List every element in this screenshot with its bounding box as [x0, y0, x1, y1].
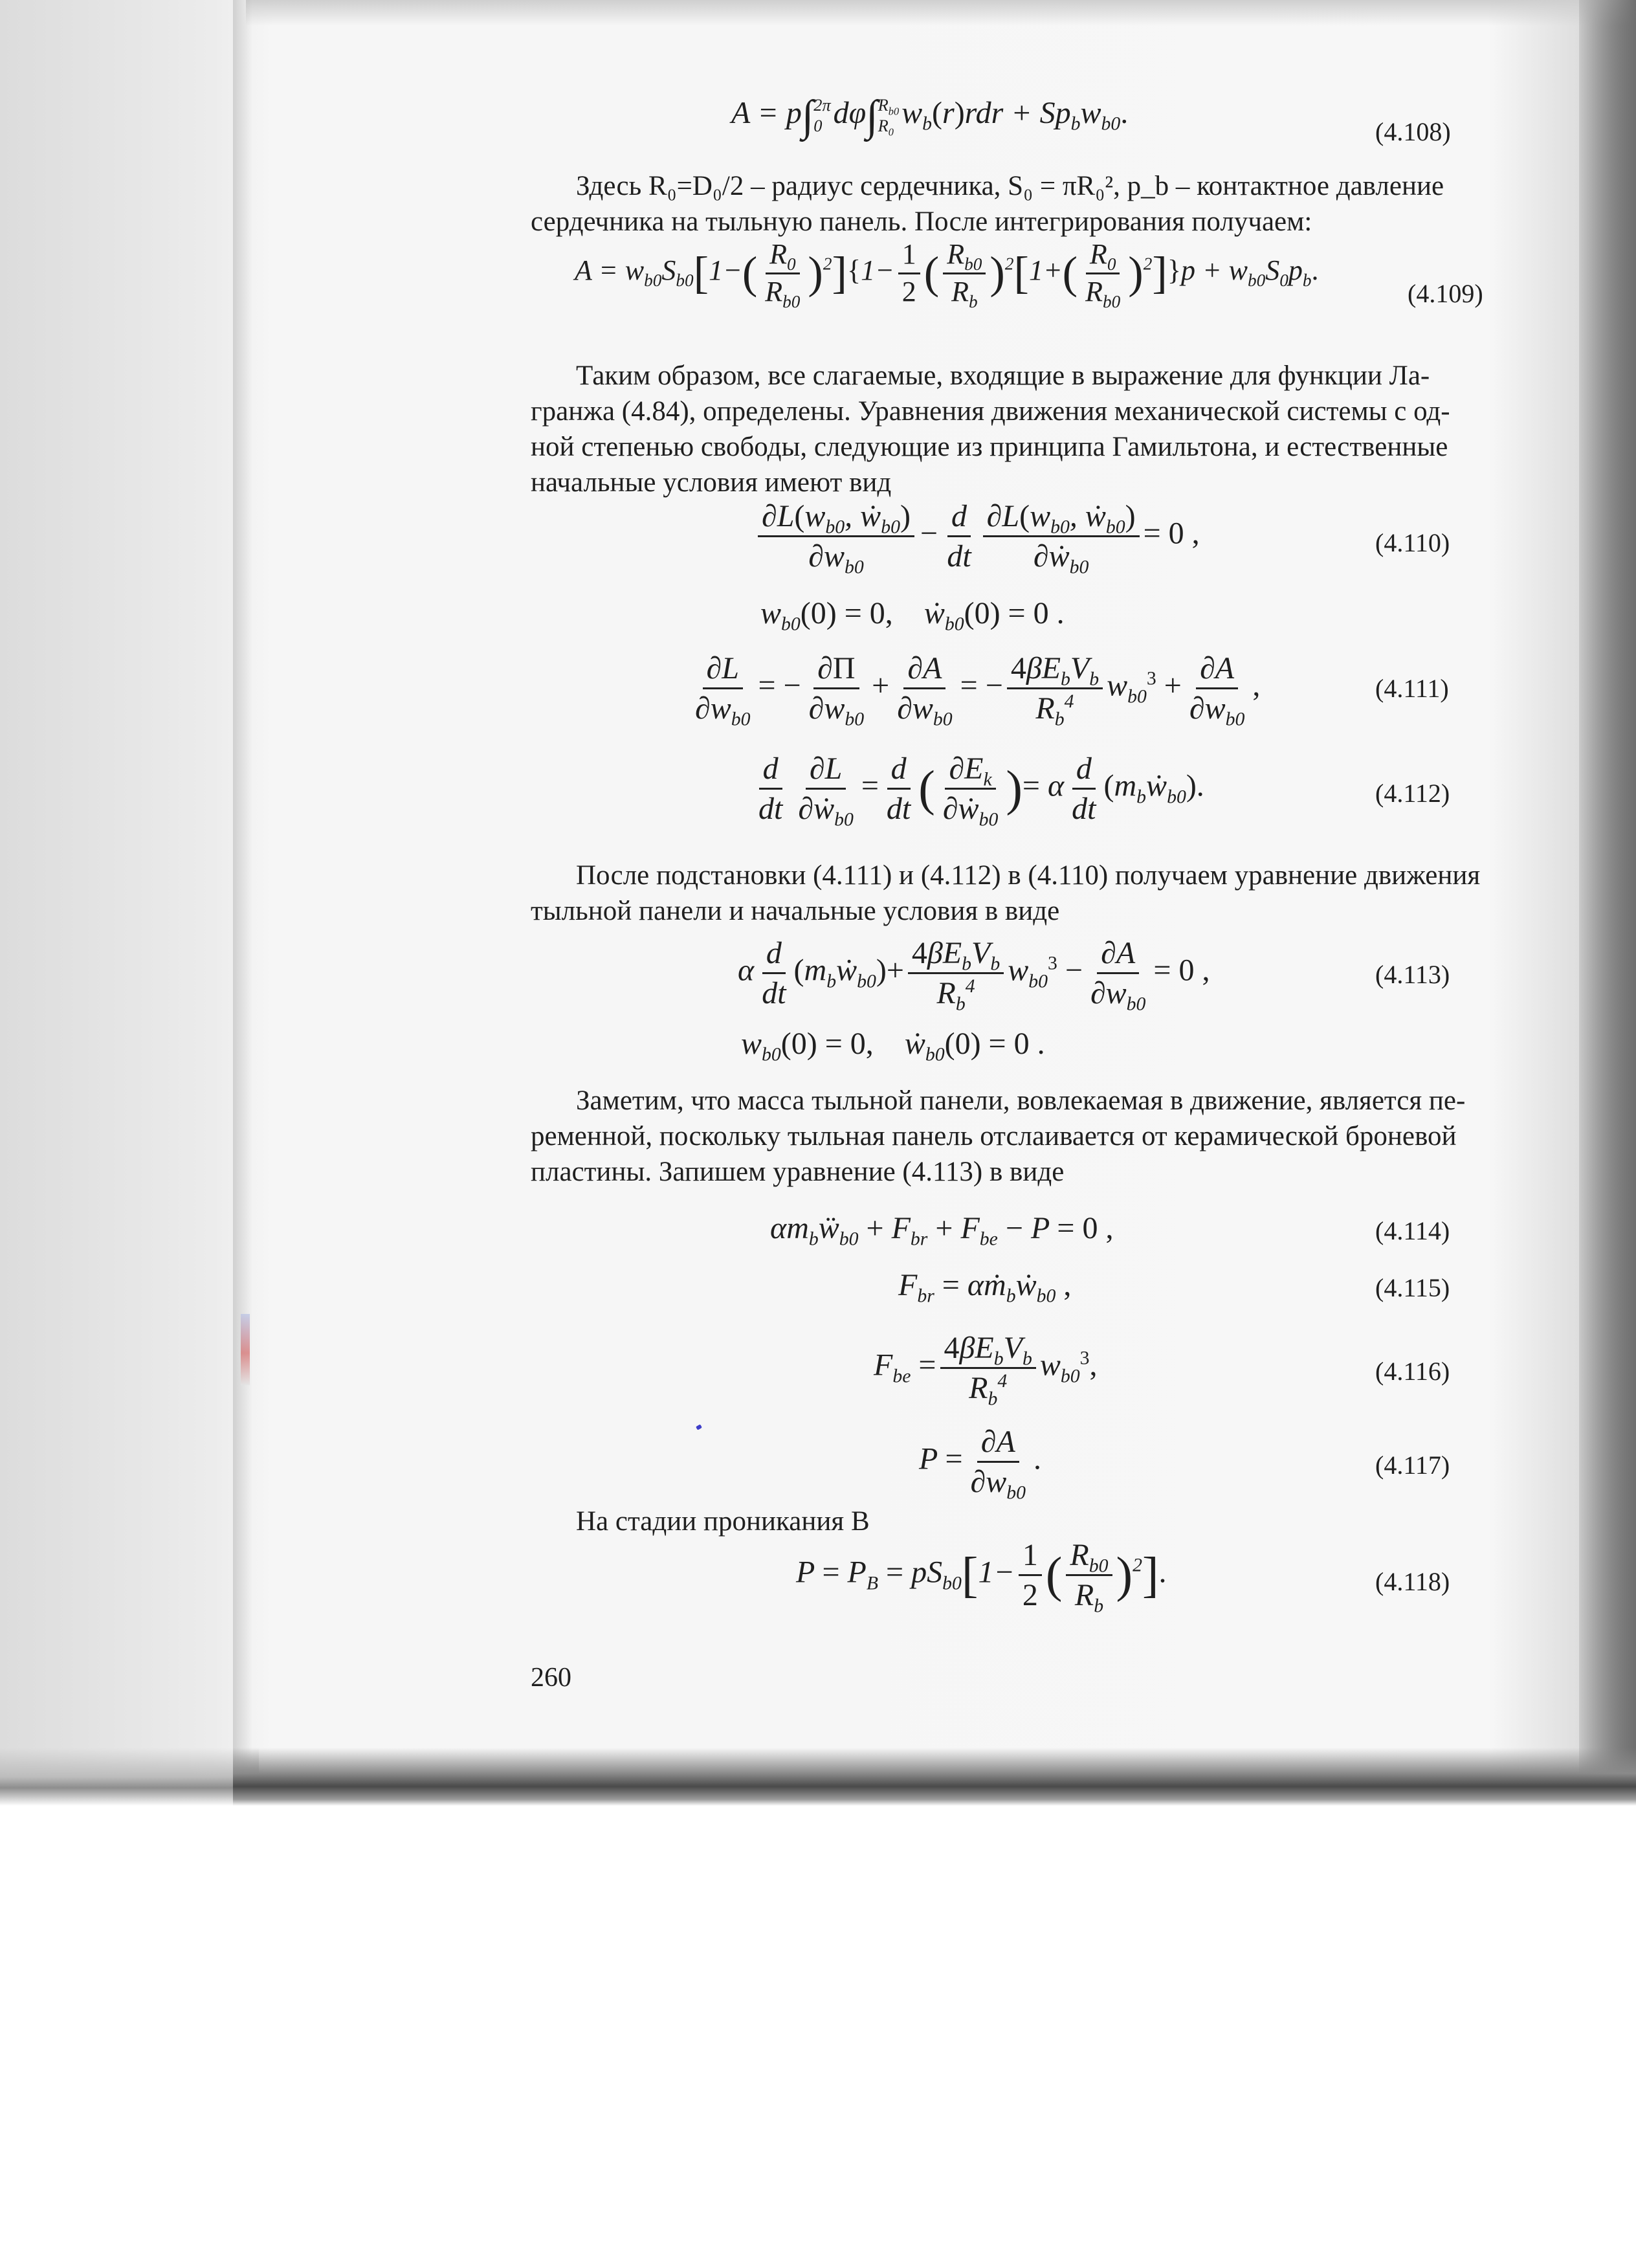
- paragraph-line: ременной, поскольку тыльная панель отслаивается от керамической броневой: [531, 1121, 1457, 1151]
- equation-4-112: $\frac{d}{dt}$ $\frac{\partial L}{\partial ẇ_{b0}}$ = $\frac{d}{dt}$ ( $\frac{\partial E_k}{\partial ẇ_{b0}}$ )= α $\frac{d}{dt}$ $(m_bẇ_{b0})$.: [758, 751, 1204, 830]
- page-edge-shadow: [1579, 0, 1636, 1799]
- equation-4-111: $\frac{\partial L}{\partial w_{b0}}$ = − $\frac{\partial\Pi}{\partial w_{b0}}$ + $\frac{\partial A}{\partial w_{b0}}$ = − $\frac{4\beta E_bV_b}{R_b^4}$ $w_{b0}^3$ + $\frac{\partial A}{\partial w_{b0}}$ ,: [695, 651, 1261, 730]
- paragraph-line: Здесь R₀=D₀/2 – радиус сердечника, S₀ = πR₀², p_b – контактное давление: [576, 171, 1444, 201]
- paragraph-line: начальные условия имеют вид: [531, 467, 892, 498]
- equation-4-110-initial-conditions: $w_{b0}(0) = 0$, ẇ$_{b0}$(0) = 0 .: [760, 596, 1065, 635]
- equation-4-115: $F_{br}$ = αṁ$_b$ẇ$_{b0}$ ,: [898, 1268, 1072, 1307]
- equation-number: (4.112): [1375, 779, 1450, 808]
- paragraph-line: ной степенью свободы, следующие из принципа Гамильтона, и естественные: [531, 432, 1448, 462]
- equation-number: (4.113): [1375, 960, 1450, 989]
- paragraph-line: После подстановки (4.111) и (4.112) в (4.110) получаем уравнение движения: [576, 860, 1481, 891]
- paragraph-line: На стадии проникания B: [576, 1506, 870, 1537]
- paragraph-line: Заметим, что масса тыльной панели, вовлекаемая в движение, является пе-: [576, 1085, 1466, 1116]
- scan-top-shadow: [246, 0, 1636, 26]
- equation-number: (4.115): [1375, 1273, 1450, 1302]
- equation-4-113: α $\frac{d}{dt}$ $(m_bẇ_{b0})+$ $\frac{4\beta E_bV_b}{R_b^4}$ $w_{b0}^3$ − $\frac{\partial A}{\partial w_{b0}}$ = 0 ,: [738, 936, 1210, 1015]
- paragraph-line: Таким образом, все слагаемые, входящие в выражение для функции Ла-: [576, 361, 1430, 391]
- scan-bottom-edge-left: [0, 1748, 259, 1806]
- equation-4-110: $\frac{\partial L(w_{b0}, ẇ_{b0})}{\partial w_{b0}}$ − $\frac{d}{dt}$ $\frac{\partial L(w_{b0}, ẇ_{b0})}{\partial ẇ_{b0}}$ = 0 ,: [754, 498, 1200, 574]
- equation-number: (4.109): [1408, 279, 1483, 308]
- paragraph-line: пластины. Запишем уравнение (4.113) в виде: [531, 1157, 1065, 1187]
- binding-shadow: [233, 0, 252, 1799]
- page-number: 260: [531, 1663, 571, 1693]
- equation-4-116: $F_{be}$ = $\frac{4\beta E_bV_b}{R_b^4}$ $w_{b0}^3$,: [874, 1331, 1098, 1410]
- equation-number: (4.114): [1375, 1216, 1450, 1245]
- equation-number: (4.117): [1375, 1451, 1450, 1480]
- equation-number: (4.108): [1375, 117, 1451, 146]
- equation-4-114: $\alpha m_bẅ_{b0} + F_{br} + F_{be} - P = 0$ ,: [770, 1211, 1114, 1250]
- equation-number: (4.116): [1375, 1357, 1450, 1386]
- paragraph-line: тыльной панели и начальные условия в виде: [531, 896, 1060, 926]
- equation-4-109: $A = w_{b0}S_{b0}[1-$( $\frac{R_0}{R_{b0}}$ )$^2$]{1− $\frac{1}{2}$ ( $\frac{R_{b0}}{R_b}$ )$^2$[1+( $\frac{R_0}{R_{b0}}$ )$^2]\}p + w_{b0}S_0p_b$.: [575, 238, 1319, 311]
- equation-number: (4.110): [1375, 528, 1450, 557]
- equation-4-108: A = p∫ 2π 0 dφ∫ $R_{b0}$ $R_0$ $w_b(r)rdr + Sp_bw_{b0}$.: [731, 91, 1129, 140]
- paragraph-line: гранжа (4.84), определены. Уравнения движения механической системы с од-: [531, 396, 1450, 427]
- scan-bottom-edge: [233, 1748, 1636, 1806]
- equation-4-117: P = $\frac{\partial A}{\partial w_{b0}}$ .: [919, 1425, 1042, 1504]
- paragraph-line: сердечника на тыльную панель. После интегрирования получаем:: [531, 206, 1312, 237]
- scan-color-artifact: [241, 1314, 250, 1385]
- equation-number: (4.111): [1375, 674, 1449, 703]
- equation-number: (4.118): [1375, 1567, 1450, 1596]
- equation-4-113-initial-conditions: $w_{b0}(0) = 0$, ẇ$_{b0}$(0) = 0 .: [741, 1027, 1045, 1065]
- equation-4-118: $P = P_B = pS_{b0}[1-$ $\frac{1}{2}$ ( $\frac{R_{b0}}{R_b}$ )$^2$].: [796, 1538, 1167, 1617]
